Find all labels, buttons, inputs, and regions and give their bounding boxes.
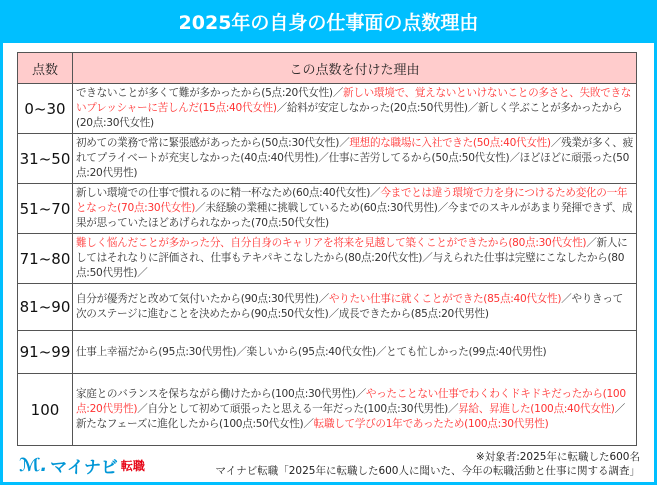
separator: ／ [586,237,597,249]
highlighted-reason: 理想的な職場に入社できた(50点:40代女性) [349,137,551,149]
table-row [18,374,637,446]
reason: 自分が優秀だと改めて気付いたから(90点:30代男性) [76,293,319,305]
page-title: 2025年の自身の仕事面の点数理由 [3,3,654,43]
reason: 家庭とのバランスを保ちながら働けたから(100点:30代男性) [76,388,356,400]
reason-cell [73,134,637,184]
separator: ／ [370,187,381,199]
separator: ／ [509,152,520,164]
table-row [18,331,637,374]
reason: 与えられた仕事は完璧にこなしたから(80点:50代男性) [76,252,625,279]
reason-cell [73,284,637,331]
separator: ／ [550,137,562,149]
reason: やりきって次のステージに進むことを決めたから(90点:50代女性) [76,293,623,320]
reason: ほどほどに頑張った(50点:20代男性) [76,152,630,179]
separator: ／ [276,102,287,114]
reason: 給料が安定しなかった(20点:50代男性) [286,102,468,114]
table-row [18,234,637,284]
reason: 残業が多く、疲れてプライベートが充実しなかった(40点:40代男性) [76,137,633,164]
score-range: 100 [18,374,73,446]
separator: ／ [328,308,339,320]
survey-source: マイナビ転職「2025年に転職した600人に聞いた、今年の転職活動と仕事に関する調査」 [215,465,640,477]
reason-cell [73,234,637,284]
separator: ／ [375,345,387,358]
table-row [18,184,637,234]
highlighted-reason: 難しく悩んだことが多かった分、自分自身のキャリアを将来を見越して築くことができたから(80点:30代女性) [76,237,587,249]
separator: ／ [614,403,625,415]
reason: 初めての業務で常に緊張感があったから(50点:30代女性) [76,137,340,149]
survey-target-note: ※対象者:2025年に転職した600名 [475,451,640,463]
separator: ／ [303,418,314,430]
separator: ／ [447,403,459,415]
reason: 未経験の業種に挑戦しているため(60点:30代男性) [205,202,438,214]
reason-cell [73,331,637,374]
highlighted-reason: 今までとは違う環境で力を身につけるため変化の一年となった(70点:30代女性) [76,187,628,214]
header-reason: この点数を付けた理由 [73,53,637,84]
reason-cell [73,374,637,446]
table-row [18,134,637,184]
separator: ／ [236,345,247,358]
highlighted-reason: 新しい環境で、覚えないといけないことの多さと、失敗できないプレッシャーに苦しんだ(15点:40代女性) [76,87,632,114]
logo-text: マイナビ [50,458,118,478]
score-range: 0~30 [18,84,73,134]
score-range: 91~99 [18,331,73,374]
reason: できないことが多くて難が多かったから(5点:20代女性) [76,87,333,99]
reason: 楽しいから(95点:40代女性) [246,345,376,358]
separator: ／ [137,403,148,415]
reason-cell [73,84,637,134]
mynavi-logo [19,453,145,478]
reason: 新人にしてはそれなりに評価され、仕事もテキパキこなしたから(80点:20代女性) [76,237,628,264]
reason: 仕事上幸福だから(95点:30代男性) [76,345,237,358]
separator: ／ [195,202,206,214]
separator: ／ [318,293,329,305]
reason: 新しく学ぶことが多かったから(20点:30代女性) [76,102,623,129]
logo-mark-icon: ℳ. [19,455,48,476]
separator: ／ [137,267,148,279]
separator: ／ [318,152,329,164]
footer [3,446,654,482]
reason: 新しい環境での仕事で慣れるのに精一杯なため(60点:40代女性) [76,187,371,199]
reason: 新たなフェーズに進化したから(100点:50代女性) [76,418,304,430]
reason: 自分として初めて頑張ったと思える一年だった(100点:30代男性) [147,403,448,415]
reason-cell [73,184,637,234]
score-range: 71~80 [18,234,73,284]
highlighted-reason: 昇給、昇進した(100点:40代女性) [458,403,615,415]
footer-notes [215,450,640,478]
separator: ／ [467,102,479,114]
logo-sub: 転職 [120,459,145,473]
highlighted-reason: やったことない仕事でわくわくドキドキだったから(100点:20代男性) [76,388,626,415]
separator: ／ [422,252,433,264]
table-row [18,284,637,331]
score-range: 31~50 [18,134,73,184]
reasons-table [17,52,637,446]
reason: 成長できたから(85点:20代男性) [338,308,489,320]
reason: 仕事に苦労してるから(50点:50代女性) [328,152,510,164]
header-score: 点数 [18,53,73,84]
score-range: 51~70 [18,184,73,234]
separator: ／ [339,137,350,149]
separator: ／ [437,202,448,214]
highlighted-reason: 転職して学びの1年であったため(100点:30代男性) [313,418,549,430]
table-container [3,43,654,446]
separator: ／ [332,87,344,99]
table-header-row [18,53,637,84]
separator: ／ [355,388,366,400]
reason: とても忙しかった(99点:40代男性) [386,345,547,358]
reason: 今までのスキルがあまり発揮できず、成果が思っていたほどあげられなかった(70点:50代女性) [76,202,633,229]
separator: ／ [561,293,572,305]
score-range: 81~90 [18,284,73,331]
table-row [18,84,637,134]
highlighted-reason: やりたい仕事に就くことができた(85点:40代女性) [328,293,562,305]
